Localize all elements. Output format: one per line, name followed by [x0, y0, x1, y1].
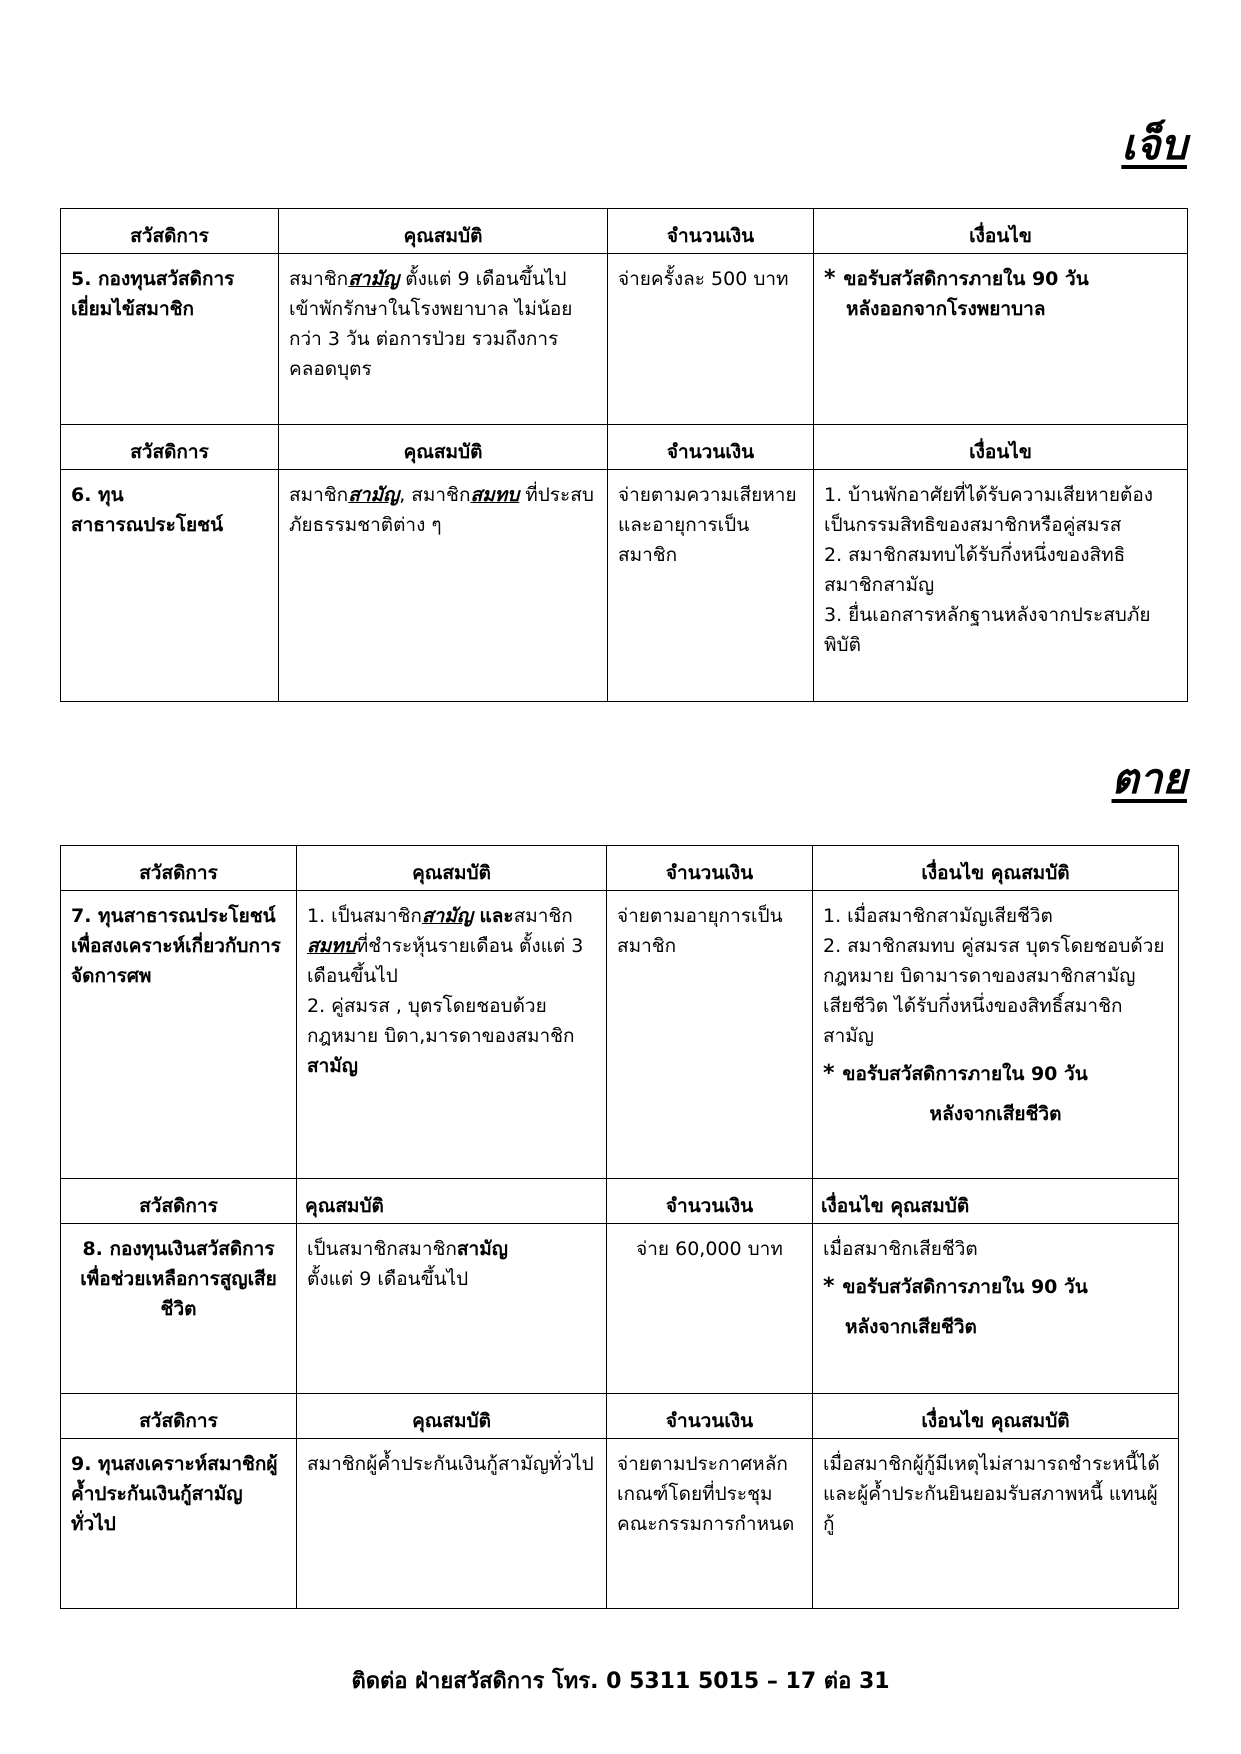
qualification-text: ตั้งแต่ 9 เดือนขึ้นไป	[307, 1268, 469, 1290]
qualification-item	[307, 901, 596, 991]
header-welfare: สวัสดิการ	[61, 209, 279, 254]
qualification-text: 1. เป็นสมาชิก	[307, 905, 422, 927]
qualification-text: สมาชิก	[513, 905, 573, 927]
table-header-row	[61, 1179, 1179, 1224]
header-welfare: สวัสดิการ	[61, 846, 297, 891]
qualification-text: สมาชิก	[289, 484, 349, 506]
member-type-associate: สมทบ	[470, 484, 520, 506]
header-condition: เงื่อนไข	[814, 209, 1188, 254]
table-row	[61, 254, 1188, 425]
condition-item: เมื่อสมาชิกเสียชีวิต	[823, 1238, 978, 1260]
amount: จ่ายตามประกาศหลักเกณฑ์โดยที่ประชุมคณะกรรมการกำหนด	[607, 1439, 813, 1609]
header-amount: จำนวนเงิน	[607, 846, 813, 891]
header-qualification: คุณสมบัติ	[297, 846, 607, 891]
condition-item: 3. ยื่นเอกสารหลักฐานหลังจากประสบภัยพิบัติ	[824, 604, 1151, 656]
table-row	[61, 891, 1179, 1179]
qualification-text: ที่ประสบภัยธรรมชาติต่าง ๆ	[289, 484, 594, 536]
qualification-text: สมาชิก	[289, 268, 349, 290]
member-type-ordinary: สามัญ	[348, 484, 400, 506]
header-qualification: คุณสมบัติ	[297, 1179, 607, 1224]
condition	[813, 1224, 1179, 1394]
table-row	[61, 1224, 1179, 1394]
amount: จ่ายตามอายุการเป็นสมาชิก	[607, 891, 813, 1179]
header-amount: จำนวนเงิน	[607, 1394, 813, 1439]
table-header-row	[61, 209, 1188, 254]
table-row	[61, 1439, 1179, 1609]
condition	[813, 891, 1179, 1179]
death-welfare-table	[60, 845, 1179, 1609]
condition	[814, 470, 1188, 702]
qualification	[279, 470, 608, 702]
qualification-text: และ	[472, 905, 514, 927]
qualification-item	[307, 991, 596, 1081]
qualification-text: ตั้งแต่ 9 เดือนขึ้นไป เข้าพักรักษาในโรงพยาบาล ไม่น้อยกว่า 3 วัน ต่อการป่วย รวมถึงการคลอดบุตร	[289, 268, 573, 380]
header-welfare: สวัสดิการ	[61, 1394, 297, 1439]
condition-item: 2. สมาชิกสมทบได้รับกึ่งหนึ่งของสิทธิสมาชิกสามัญ	[824, 544, 1126, 596]
qualification	[297, 891, 607, 1179]
condition-note-text: หลังจากเสียชีวิต	[929, 1103, 1062, 1125]
welfare-name: 5. กองทุนสวัสดิการเยี่ยมไข้สมาชิก	[61, 254, 279, 425]
amount: จ่าย 60,000 บาท	[607, 1224, 813, 1394]
header-condition: เงื่อนไข คุณสมบัติ	[813, 846, 1179, 891]
table-row	[61, 470, 1188, 702]
header-qualification: คุณสมบัติ	[279, 425, 608, 470]
amount: จ่ายครั้งละ 500 บาท	[608, 254, 814, 425]
condition	[814, 254, 1188, 425]
section-title-injury: เจ็บ	[1121, 120, 1187, 169]
welfare-name: 8. กองทุนเงินสวัสดิการเพื่อช่วยเหลือการสูญเสียชีวิต	[61, 1224, 297, 1394]
injury-welfare-table	[60, 208, 1188, 702]
table-header-row	[61, 846, 1179, 891]
section-title-death: ตาย	[1111, 754, 1187, 803]
qualification	[297, 1224, 607, 1394]
condition-note-text: ขอรับสวัสดิการภายใน 90 วัน	[842, 1276, 1088, 1298]
header-condition: เงื่อนไข คุณสมบัติ	[813, 1179, 1179, 1224]
condition-note: * ขอรับสวัสดิการภายใน 90 วัน	[823, 1274, 1088, 1299]
header-amount: จำนวนเงิน	[608, 425, 814, 470]
condition: เมื่อสมาชิกผู้กู้มีเหตุไม่สามารถชำระหนี้ได้ และผู้ค้ำประกันยินยอมรับสภาพหนี้ แทนผู้กู้	[813, 1439, 1179, 1609]
welfare-name: 9. ทุนสงเคราะห์สมาชิกผู้ค้ำประกันเงินกู้สามัญทั่วไป	[61, 1439, 297, 1609]
header-amount: จำนวนเงิน	[608, 209, 814, 254]
table-header-row	[61, 425, 1188, 470]
condition-note-text: ขอรับสวัสดิการภายใน 90 วัน	[843, 268, 1089, 290]
member-type-associate: สมทบ	[307, 935, 356, 957]
condition-item: 1. เมื่อสมาชิกสามัญเสียชีวิต	[823, 905, 1053, 927]
member-type-ordinary: สามัญ	[307, 1055, 358, 1077]
qualification-text: เป็นสมาชิกสมาชิก	[307, 1238, 457, 1260]
header-amount: จำนวนเงิน	[607, 1179, 813, 1224]
header-condition: เงื่อนไข คุณสมบัติ	[813, 1394, 1179, 1439]
condition-note-text: หลังจากเสียชีวิต	[845, 1316, 977, 1338]
welfare-name: 7. ทุนสาธารณประโยชน์เพื่อสงเคราะห์เกี่ยวกับการจัดการศพ	[61, 891, 297, 1179]
qualification: สมาชิกผู้ค้ำประกันเงินกู้สามัญทั่วไป	[297, 1439, 607, 1609]
member-type-ordinary: สามัญ	[421, 905, 473, 927]
welfare-name: 6. ทุน สาธารณประโยชน์	[61, 470, 279, 702]
qualification-text: ที่ชำระหุ้นรายเดือน ตั้งแต่ 3 เดือนขึ้นไป	[307, 935, 584, 987]
qualification-text: , สมาชิก	[399, 484, 471, 506]
contact-footer: ติดต่อ ฝ่ายสวัสดิการ โทร. 0 5311 5015 – 17 ต่อ 31	[351, 1669, 890, 1694]
condition-note: * ขอรับสวัสดิการภายใน 90 วัน	[824, 266, 1089, 291]
header-welfare: สวัสดิการ	[61, 425, 279, 470]
condition-note-text: หลังออกจากโรงพยาบาล	[846, 298, 1046, 320]
table-header-row	[61, 1394, 1179, 1439]
condition-item: 1. บ้านพักอาศัยที่ได้รับความเสียหายต้องเป็นกรรมสิทธิของสมาชิกหรือคู่สมรส	[824, 484, 1154, 536]
header-condition: เงื่อนไข	[814, 425, 1188, 470]
amount: จ่ายตามความเสียหายและอายุการเป็นสมาชิก	[608, 470, 814, 702]
header-qualification: คุณสมบัติ	[279, 209, 608, 254]
condition-item: 2. สมาชิกสมทบ คู่สมรส บุตรโดยชอบด้วยกฎหมาย บิดามารดาของสมาชิกสามัญ เสียชีวิต ได้รับกึ่งหนึ่งของสิทธิ์สมาชิกสามัญ	[823, 935, 1165, 1047]
condition-note: * ขอรับสวัสดิการภายใน 90 วัน	[823, 1061, 1088, 1086]
header-welfare: สวัสดิการ	[61, 1179, 297, 1224]
member-type-ordinary: สามัญ	[348, 268, 400, 290]
qualification-text: 2. คู่สมรส , บุตรโดยชอบด้วยกฎหมาย บิดา,มารดาของสมาชิก	[307, 995, 575, 1047]
header-qualification: คุณสมบัติ	[297, 1394, 607, 1439]
qualification	[279, 254, 608, 425]
member-type-ordinary: สามัญ	[456, 1238, 508, 1260]
condition-note-text: ขอรับสวัสดิการภายใน 90 วัน	[842, 1063, 1088, 1085]
